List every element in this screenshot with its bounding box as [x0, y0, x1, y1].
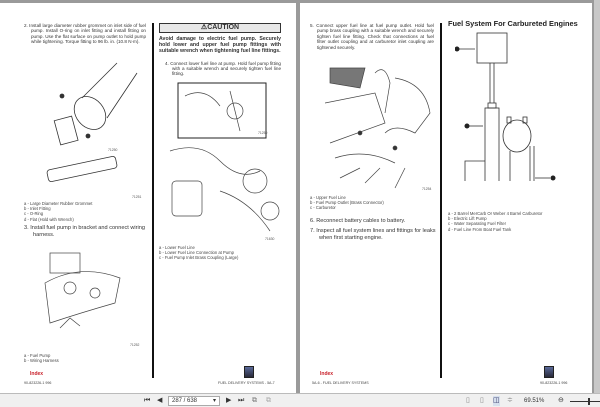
viewer-toolbar: [0, 393, 600, 407]
previous-page-icon[interactable]: ◀: [157, 397, 163, 404]
step-3: 3. Install fuel pump in bracket and connect wiring harness.: [24, 225, 145, 238]
copy-page-icon[interactable]: ⧉: [252, 397, 257, 404]
step-6: 6. Reconnect battery cables to battery.: [310, 218, 406, 224]
legend-5: [310, 195, 434, 211]
scroll-view-icon[interactable]: ≑: [507, 397, 513, 404]
figure-id: 71254: [422, 187, 432, 191]
left-column: [24, 23, 146, 45]
legend-system: [448, 211, 588, 232]
next-page-icon[interactable]: ▶: [226, 397, 232, 404]
legend-3: [24, 353, 124, 363]
fuel-pump-bracket-figure: [40, 243, 130, 338]
vertical-scrollbar[interactable]: [594, 0, 600, 395]
legend-item: b - Fuel Pump Outlet (Brass Connector): [310, 200, 384, 206]
page-number-value: 287 / 638: [172, 398, 198, 404]
caution-block: [159, 23, 281, 77]
two-page-view-icon[interactable]: ◫: [493, 397, 500, 404]
page-number-input[interactable]: [168, 396, 220, 406]
legend-item: d - Flat (Hold with Wrench): [24, 216, 74, 222]
legend-item: c - Carburetor: [310, 205, 336, 211]
legend-item: c - Fuel Pump Inlet Brass Coupling (Large): [159, 255, 239, 261]
pdf-page-left: [0, 3, 296, 393]
upper-fuel-line-figure: [325, 63, 435, 193]
step-4: 4. Connect lower fuel line at pump. Hold fuel pump fitting with a suitable wrench and securely tighten fuel line fitting.: [165, 60, 281, 77]
zoom-slider[interactable]: [570, 401, 600, 402]
dropdown-icon[interactable]: ▾: [212, 398, 216, 404]
column-divider: [152, 23, 154, 378]
mercruiser-logo: [244, 366, 254, 378]
figure-id: 71250: [108, 148, 118, 152]
index-link[interactable]: Index: [30, 371, 44, 377]
zoom-level[interactable]: 69.51%: [524, 398, 545, 404]
doc-number: 90-823226-1 996: [540, 381, 568, 385]
legend-item: b - Lower Fuel Line Connection at Pump: [159, 250, 234, 256]
legend-item: b - Inlet Fitting: [24, 206, 51, 212]
column-divider: [440, 23, 442, 378]
page-footer: 5A-6 - FUEL DELIVERY SYSTEMS: [312, 381, 369, 385]
single-page-view-icon[interactable]: ▯: [466, 397, 470, 404]
first-page-icon[interactable]: ⏮: [144, 397, 151, 404]
index-link[interactable]: Index: [320, 371, 334, 377]
zoom-out-icon[interactable]: ⊖: [558, 397, 564, 404]
step-2: 2. Install large diameter rubber grommet on inlet side of fuel pump. Install O-ring on inlet fitting and install fitting on pump. Use the flat surface on pump outlet to hold pump while tightening. Torque fitting to 96 lb. in. (10.8 N·m).: [24, 23, 146, 45]
pdf-page-right: [300, 3, 592, 393]
step-5: 5. Connect upper fuel line at fuel pump outlet. Hold fuel pump brass coupling with a suitable wrench and securely tighten fuel line fitting. Check that connections at fuel filter outlet coupling and at carburetor inlet coupling are tightened securely.: [310, 23, 434, 50]
legend-item: c - O-Ring: [24, 211, 44, 217]
fuel-system-section: [448, 21, 588, 26]
steps-6-7: [310, 218, 436, 242]
legend-item: c - Water Separating Fuel Filter: [448, 221, 507, 227]
zoom-slider-handle[interactable]: [588, 398, 590, 405]
last-page-icon[interactable]: ⏭: [238, 397, 245, 404]
caution-title: CAUTION: [207, 24, 240, 31]
legend-4: [159, 245, 289, 261]
legend-item: b - Wiring Harness: [24, 358, 59, 364]
fuel-system-diagram: [455, 31, 565, 181]
legend-item: a - Fuel Pump: [24, 353, 51, 358]
mercruiser-logo: [544, 366, 554, 378]
grommet-figure: [22, 58, 142, 208]
legend-item: a - 2 Barrel MerCarb Or Weber 4 Barrel Carburetor: [448, 211, 543, 216]
right-left-column: [310, 23, 434, 50]
figure-id: 71259: [258, 131, 268, 135]
caution-header: [159, 23, 281, 33]
page-footer: FUEL DELIVERY SYSTEMS - 5A-7: [218, 381, 275, 385]
legend-1: [24, 201, 146, 222]
legend-item: a - Lower Fuel Line: [159, 245, 195, 250]
section-heading: Fuel System For Carbureted Engines: [448, 19, 578, 28]
lower-fuel-line-figure: [160, 81, 285, 241]
step-3-block: [24, 225, 146, 239]
continuous-view-icon[interactable]: ▯: [480, 397, 484, 404]
step-7: 7. Inspect all fuel system lines and fittings for leaks when first starting engine.: [310, 228, 436, 241]
legend-item: a - Large Diameter Rubber Grommet: [24, 201, 93, 206]
legend-item: a - Upper Fuel Line: [310, 195, 346, 200]
figure-id: 71252: [130, 343, 140, 347]
warning-icon: ⚠: [200, 24, 208, 31]
figure-id: 71630: [265, 237, 275, 241]
paste-page-icon[interactable]: ⧉: [266, 397, 271, 404]
figure-id: 71251: [132, 195, 142, 199]
caution-text: Avoid damage to electric fuel pump. Securely hold lower and upper fuel pump fittings with suitable wrench when tightening fuel line fittings.: [159, 36, 281, 55]
legend-item: d - Fuel Line From Boat Fuel Tank: [448, 226, 512, 232]
legend-item: b - Electric Lift Pump: [448, 216, 487, 222]
doc-number: 90-823226-1 996: [24, 381, 52, 385]
